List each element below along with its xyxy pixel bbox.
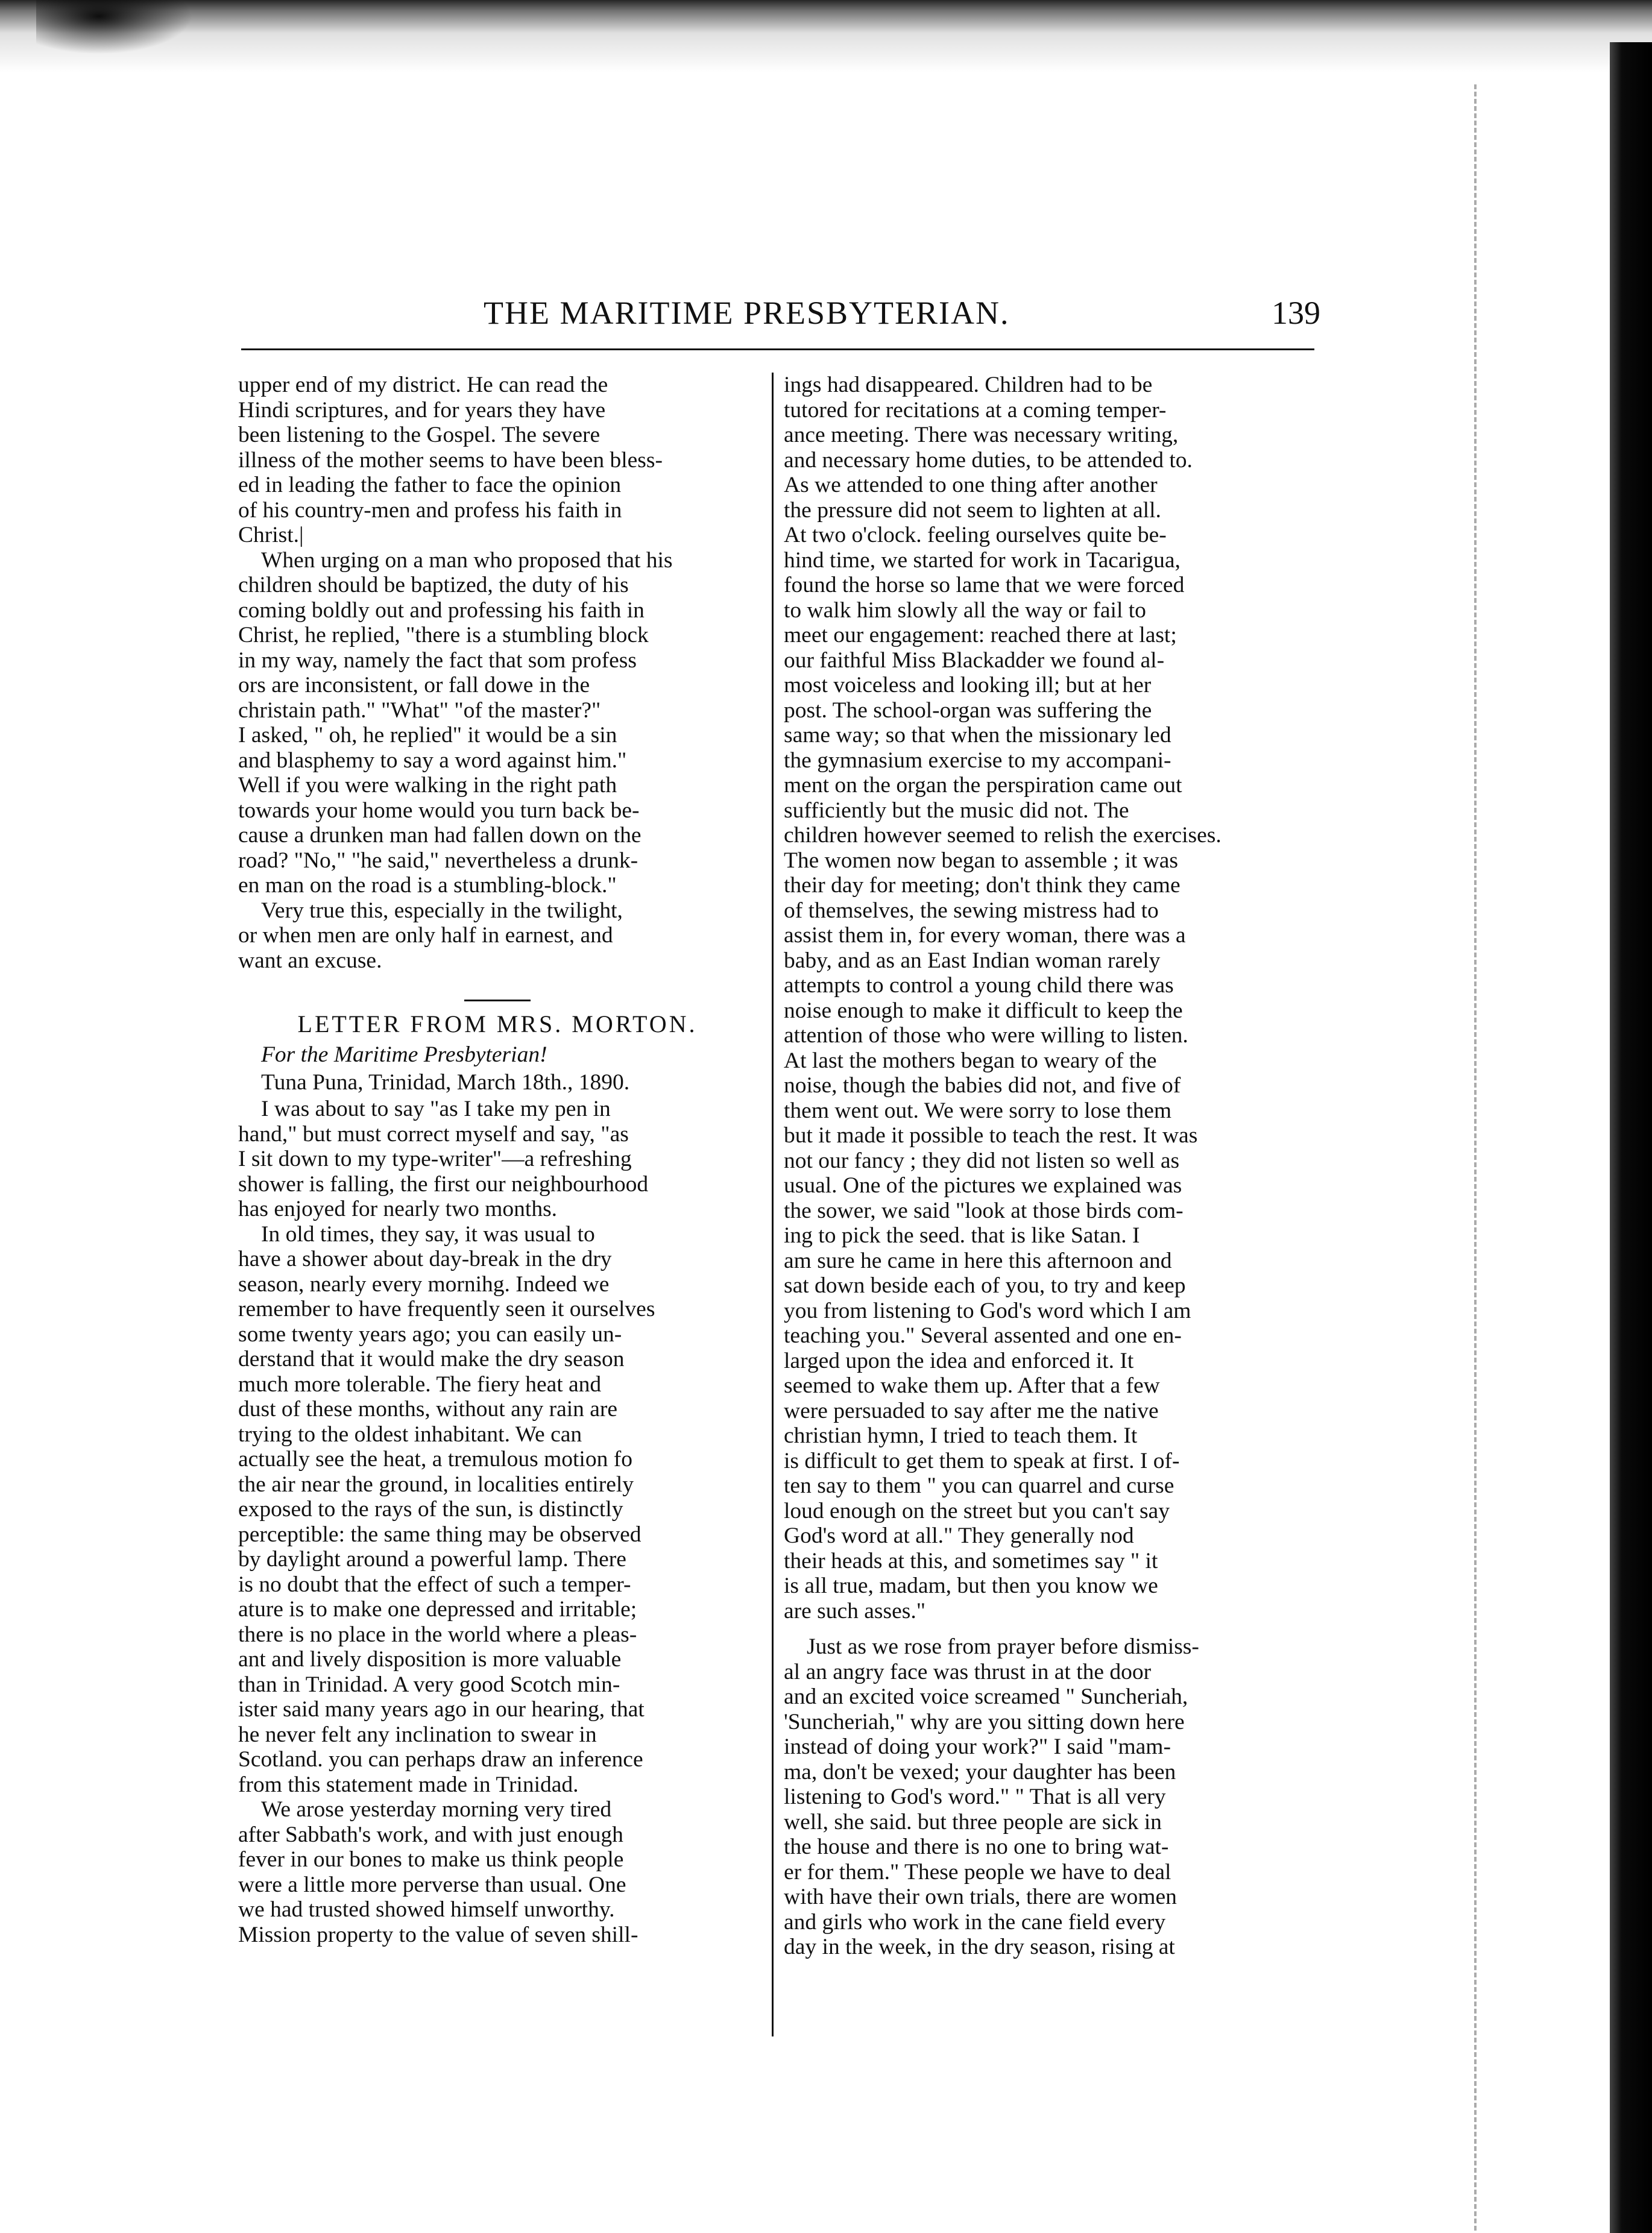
text-line: some twenty years ago; you can easily un- <box>238 1321 622 1347</box>
text-line: children however seemed to relish the exercises. <box>784 823 1222 848</box>
text-line: shower is falling, the first our neighbourhood <box>238 1171 649 1197</box>
text-line: of his country-men and profess his faith in <box>238 497 622 523</box>
text-line: after Sabbath's work, and with just enough <box>238 1822 623 1847</box>
text-line: have a shower about day-break in the dry <box>238 1247 612 1271</box>
text-line: the sower, we said "look at those birds com- <box>784 1198 1184 1223</box>
text-line: tutored for recitations at a coming temper- <box>784 397 1167 423</box>
text-line: er for them." These people we have to deal <box>784 1859 1171 1885</box>
text-line: I was about to say "as I take my pen in <box>261 1097 611 1121</box>
text-line: ance meeting. There was necessary writing, <box>784 423 1179 447</box>
journal-title: THE MARITIME PRESBYTERIAN. <box>484 295 1010 331</box>
text-line: are such asses." <box>784 1598 926 1624</box>
text-line: The women now began to assemble ; it was <box>784 848 1179 873</box>
text-line: from this statement made in Trinidad. <box>238 1772 579 1797</box>
text-line: ing to pick the seed. that is like Satan. I <box>784 1223 1140 1248</box>
paragraph <box>238 373 757 548</box>
text-line: ature is to make one depressed and irritable; <box>238 1597 637 1622</box>
text-line: found the horse so lame that we were forced <box>784 573 1185 597</box>
text-line: or when men are only half in earnest, and <box>238 923 613 948</box>
text-line: is difficult to get them to speak at first. I of- <box>784 1448 1180 1473</box>
text-line: At last the mothers began to weary of the <box>784 1048 1157 1073</box>
text-line: coming boldly out and professing his faith in <box>238 597 645 623</box>
text-line: christain path." "What" "of the master?" <box>238 698 601 723</box>
text-line: is no doubt that the effect of such a temper- <box>238 1572 631 1597</box>
text-line: assist them in, for every woman, there was a <box>784 923 1186 948</box>
text-line: Christ.| <box>238 523 304 547</box>
text-line: were persuaded to say after me the native <box>784 1398 1159 1423</box>
page-number: 139 <box>1272 295 1320 331</box>
text-line: al an angry face was thrust in at the door <box>784 1659 1152 1684</box>
text-line: God's word at all." They generally nod <box>784 1523 1134 1548</box>
text-line: were a little more perverse than usual. One <box>238 1872 626 1897</box>
text-line: am sure he came in here this afternoon and <box>784 1248 1172 1273</box>
text-line: baby, and as an East Indian woman rarely <box>784 948 1161 973</box>
text-line: As we attended to one thing after another <box>784 473 1158 497</box>
spacer <box>238 973 757 991</box>
text-line: illness of the mother seems to have been bless- <box>238 447 663 473</box>
text-line: not our fancy ; they did not listen so well as <box>784 1148 1180 1173</box>
text-line: season, nearly every mornihg. Indeed we <box>238 1271 610 1297</box>
text-line: their heads at this, and sometimes say " it <box>784 1548 1158 1573</box>
article-title: LETTER FROM MRS. MORTON. <box>297 1010 698 1038</box>
text-line: instead of doing your work?" I said "mam- <box>784 1734 1171 1759</box>
article-byline: For the Maritime Presbyterian! <box>261 1042 547 1067</box>
text-line: usual. One of the pictures we explained was <box>784 1173 1182 1198</box>
text-line: our faithful Miss Blackadder we found al- <box>784 647 1165 673</box>
text-line: listening to God's word." " That is all very <box>784 1784 1166 1809</box>
text-line: but it made it possible to teach the rest. It was <box>784 1123 1198 1148</box>
text-line: them went out. We were sorry to lose them <box>784 1098 1172 1123</box>
left-column <box>238 373 757 1947</box>
text-line: Christ, he replied, "there is a stumbling block <box>238 623 649 647</box>
page-gutter-marks <box>1474 84 1561 2231</box>
column-rule <box>772 373 774 2036</box>
text-line: and girls who work in the cane field every <box>784 1909 1166 1935</box>
text-line: want an excuse. <box>238 948 382 973</box>
scan-shadow-corner <box>36 0 193 54</box>
text-line: post. The school-organ was suffering the <box>784 698 1152 723</box>
text-line: the gymnasium exercise to my accompani- <box>784 748 1171 773</box>
text-line: sat down beside each of you, to try and keep <box>784 1273 1186 1298</box>
paragraph <box>238 1222 757 1798</box>
text-line: seemed to wake them up. After that a few <box>784 1373 1160 1398</box>
paragraph <box>238 1097 757 1222</box>
text-line: sufficiently but the music did not. The <box>784 798 1129 823</box>
text-line: is all true, madam, but then you know we <box>784 1573 1158 1598</box>
text-line: trying to the oldest inhabitant. We can <box>238 1422 582 1447</box>
article-dateline: Tuna Puna, Trinidad, March 18th., 1890. <box>261 1070 630 1095</box>
text-line: exposed to the rays of the sun, is distinctly <box>238 1497 623 1522</box>
text-line: teaching you." Several assented and one en- <box>784 1323 1182 1348</box>
text-line: most voiceless and looking ill; but at her <box>784 673 1152 698</box>
text-line: road? "No," "he said," nevertheless a drunk- <box>238 848 638 873</box>
text-line: the pressure did not seem to lighten at all. <box>784 497 1161 523</box>
text-line: ment on the organ the perspiration came out <box>784 773 1182 798</box>
text-line: Just as we rose from prayer before dismiss- <box>807 1634 1199 1659</box>
text-line: the house and there is no one to bring wat- <box>784 1835 1169 1859</box>
text-line: same way; so that when the missionary led <box>784 723 1171 748</box>
paragraph <box>238 898 757 974</box>
text-line: hand," but must correct myself and say, "as <box>238 1121 629 1147</box>
text-line: been listening to the Gospel. The severe <box>238 423 601 447</box>
text-line: In old times, they say, it was usual to <box>261 1221 595 1247</box>
text-line: Mission property to the value of seven shill- <box>238 1922 638 1947</box>
text-line: Scotland. you can perhaps draw an inference <box>238 1747 643 1772</box>
text-line: ten say to them " you can quarrel and curse <box>784 1473 1174 1498</box>
text-line: fever in our bones to make us think people <box>238 1847 624 1872</box>
text-line: much more tolerable. The fiery heat and <box>238 1372 602 1397</box>
text-line: we had trusted showed himself unworthy. <box>238 1897 615 1922</box>
text-line: there is no place in the world where a pleas- <box>238 1622 637 1647</box>
text-line: hind time, we started for work in Tacarigua, <box>784 547 1181 573</box>
header-rule <box>241 348 1314 350</box>
text-line: children should be baptized, the duty of his <box>238 573 629 597</box>
text-line: I asked, " oh, he replied" it would be a sin <box>238 723 617 748</box>
text-line: Well if you were walking in the right path <box>238 773 617 798</box>
text-line: derstand that it would make the dry season <box>238 1347 625 1372</box>
text-line: to walk him slowly all the way or fail to <box>784 597 1146 623</box>
text-line: of themselves, the sewing mistress had to <box>784 898 1159 923</box>
text-line: the air near the ground, in localities entirely <box>238 1472 634 1497</box>
text-line: their day for meeting; don't think they came <box>784 873 1181 898</box>
text-line: At two o'clock. feeling ourselves quite be- <box>784 523 1167 547</box>
paragraph <box>238 1797 757 1947</box>
text-line: and blasphemy to say a word against him." <box>238 748 627 773</box>
book-binding-edge <box>1610 42 1652 2233</box>
section-divider <box>464 1000 531 1001</box>
text-line: noise enough to make it difficult to keep the <box>784 998 1183 1023</box>
text-line: I sit down to my type-writer"—a refreshing <box>238 1147 632 1171</box>
text-line: 'Suncheriah," why are you sitting down here <box>784 1709 1185 1734</box>
text-line: christian hymn, I tried to teach them. It <box>784 1423 1138 1448</box>
text-line: ings had disappeared. Children had to be <box>784 373 1153 397</box>
text-line: Very true this, especially in the twilight, <box>261 898 623 923</box>
text-line: ant and lively disposition is more valuable <box>238 1647 622 1672</box>
text-line: ister said many years ago in our hearing, that <box>238 1697 645 1722</box>
text-line: When urging on a man who proposed that his <box>261 547 673 573</box>
text-line: cause a drunken man had fallen down on the <box>238 823 642 848</box>
text-line: ed in leading the father to face the opinion <box>238 473 622 497</box>
text-line: you from listening to God's word which I am <box>784 1298 1191 1323</box>
text-line: attention of those who were willing to listen. <box>784 1023 1188 1048</box>
text-line: We arose yesterday morning very tired <box>261 1797 612 1822</box>
text-line: Hindi scriptures, and for years they have <box>238 397 606 423</box>
text-line: en man on the road is a stumbling-block." <box>238 873 617 898</box>
text-line: well, she said. but three people are sick in <box>784 1809 1162 1835</box>
text-line: perceptible: the same thing may be observed <box>238 1522 642 1547</box>
text-line: and an excited voice screamed " Suncheriah, <box>784 1684 1188 1709</box>
text-line: ors are inconsistent, or fall dowe in the <box>238 673 590 698</box>
text-line: in my way, namely the fact that som profess <box>238 647 637 673</box>
spacer <box>784 1624 1302 1634</box>
text-line: with have their own trials, there are women <box>784 1885 1177 1909</box>
text-line: day in the week, in the dry season, rising at <box>784 1935 1175 1959</box>
text-line: larged upon the idea and enforced it. It <box>784 1348 1134 1373</box>
text-line: noise, though the babies did not, and five of <box>784 1073 1181 1098</box>
text-line: than in Trinidad. A very good Scotch min- <box>238 1672 620 1697</box>
text-line: loud enough on the street but you can't say <box>784 1498 1170 1523</box>
scan-shadow-top <box>0 0 1652 84</box>
text-line: by daylight around a powerful lamp. There <box>238 1547 626 1572</box>
text-line: upper end of my district. He can read the <box>238 373 608 397</box>
text-line: attempts to control a young child there was <box>784 973 1174 998</box>
text-line: remember to have frequently seen it ourselves <box>238 1297 655 1321</box>
paragraph <box>238 548 757 898</box>
paragraph <box>784 1634 1302 1960</box>
text-line: meet our engagement: reached there at last; <box>784 623 1177 647</box>
text-line: and necessary home duties, to be attended to. <box>784 447 1193 473</box>
text-line: ma, don't be vexed; your daughter has been <box>784 1759 1176 1784</box>
text-line: he never felt any inclination to swear in <box>238 1722 597 1747</box>
paragraph <box>784 373 1302 1624</box>
text-line: dust of these months, without any rain are <box>238 1397 618 1422</box>
text-line: actually see the heat, a tremulous motion fo <box>238 1447 632 1472</box>
text-line: has enjoyed for nearly two months. <box>238 1197 558 1221</box>
text-line: towards your home would you turn back be- <box>238 798 640 823</box>
running-header <box>241 294 1326 348</box>
right-column <box>784 373 1302 1960</box>
